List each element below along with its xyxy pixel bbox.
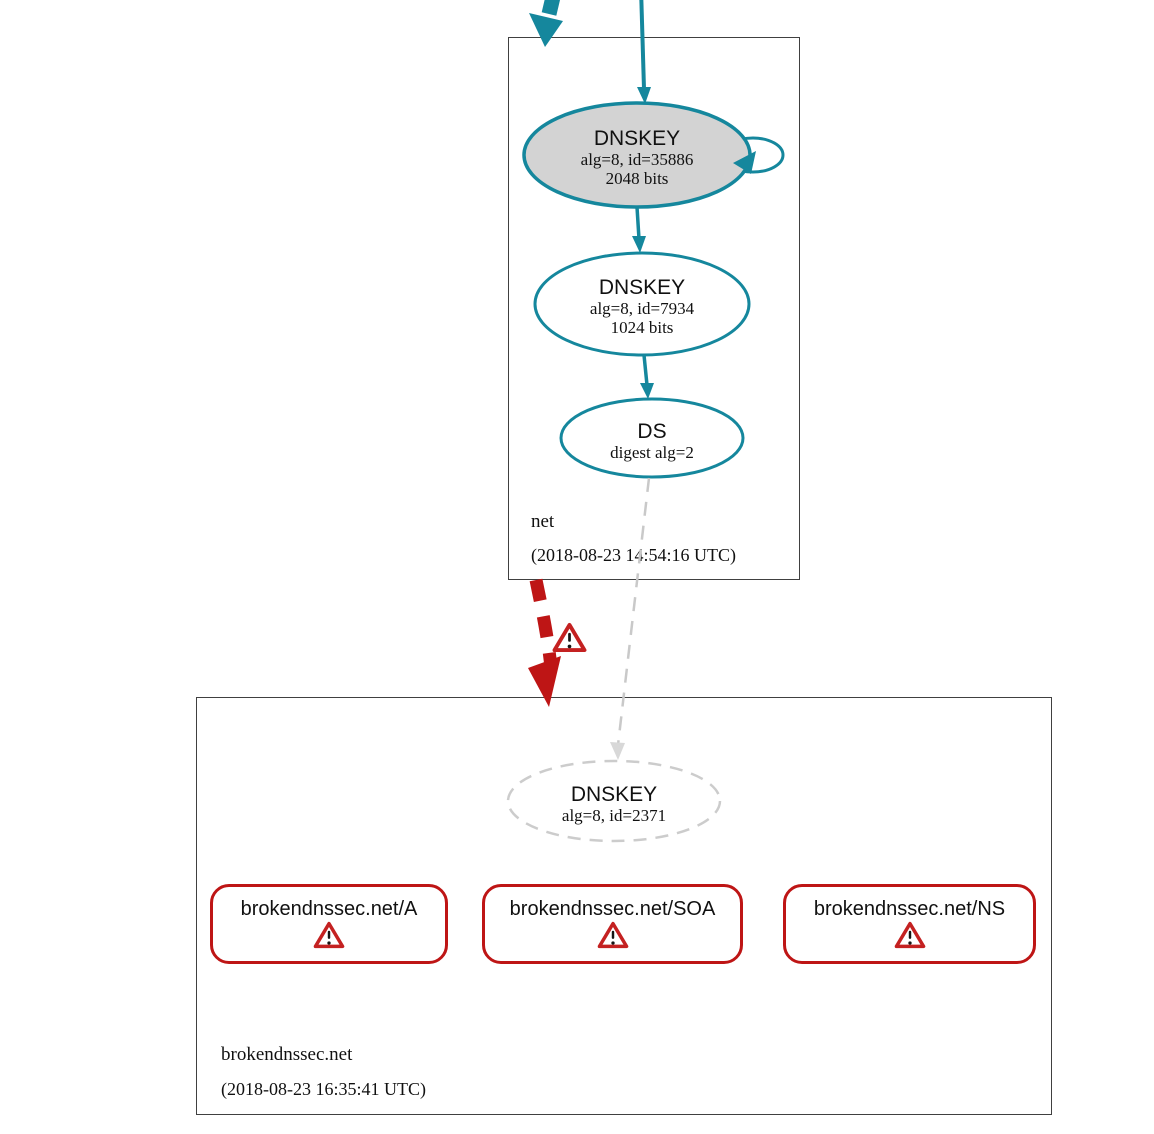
rrset-brokendnssec-net-soa[interactable] xyxy=(482,884,743,964)
edge-bogus-delegation-arrowhead xyxy=(528,656,561,707)
node-detail: alg=8, id=35886 xyxy=(580,150,694,169)
zone-timestamp-net: (2018-08-23 14:54:16 UTC) xyxy=(531,545,736,565)
edge-ksk-to-zsk-shaft xyxy=(637,207,639,239)
edge-ksk-to-zsk-arrowhead xyxy=(632,236,646,253)
node-title: DS xyxy=(637,420,667,443)
node-title: DNSKEY xyxy=(570,783,658,806)
rrset-label: brokendnssec.net/SOA xyxy=(509,898,716,920)
edge-zsk-to-ds-arrowhead xyxy=(640,383,654,399)
warning-icon xyxy=(894,921,926,949)
node-detail: 2048 bits xyxy=(605,169,669,188)
zone-label-net: net xyxy=(531,511,555,532)
node-ds[interactable] xyxy=(561,420,743,462)
zone-label-brokendnssec-net: brokendnssec.net xyxy=(221,1044,353,1065)
rrset-label: brokendnssec.net/NS xyxy=(813,898,1006,920)
edge-parent-delegation-arrowhead xyxy=(529,13,563,47)
node-dnskey-35886[interactable] xyxy=(519,127,755,188)
warning-icon xyxy=(313,921,345,949)
node-detail: alg=8, id=7934 xyxy=(589,299,695,318)
edge-ds-to-dnskey2371-arrowhead xyxy=(610,742,625,760)
warning-icon xyxy=(597,921,629,949)
node-title: DNSKEY xyxy=(598,276,686,299)
edge-bogus-delegation-shaft xyxy=(536,580,551,668)
rrset-label: brokendnssec.net/A xyxy=(240,898,418,920)
edge-root-to-ksk-shaft xyxy=(641,0,644,89)
edge-zsk-to-ds-shaft xyxy=(644,355,647,385)
node-title: DNSKEY xyxy=(593,127,681,150)
node-detail: 1024 bits xyxy=(610,318,674,337)
node-dnskey-7934[interactable] xyxy=(524,276,760,337)
rrset-brokendnssec-net-ns[interactable] xyxy=(783,884,1036,964)
edge-ds-to-dnskey2371-dashed xyxy=(618,478,649,745)
zone-timestamp-brokendnssec-net: (2018-08-23 16:35:41 UTC) xyxy=(221,1079,426,1099)
node-detail: alg=8, id=2371 xyxy=(561,806,667,825)
edge-parent-delegation-shaft xyxy=(549,0,557,14)
warning-icon[interactable] xyxy=(552,622,587,653)
node-detail: digest alg=2 xyxy=(610,443,694,462)
node-dnskey-2371[interactable] xyxy=(504,783,724,825)
rrset-brokendnssec-net-a[interactable] xyxy=(210,884,448,964)
